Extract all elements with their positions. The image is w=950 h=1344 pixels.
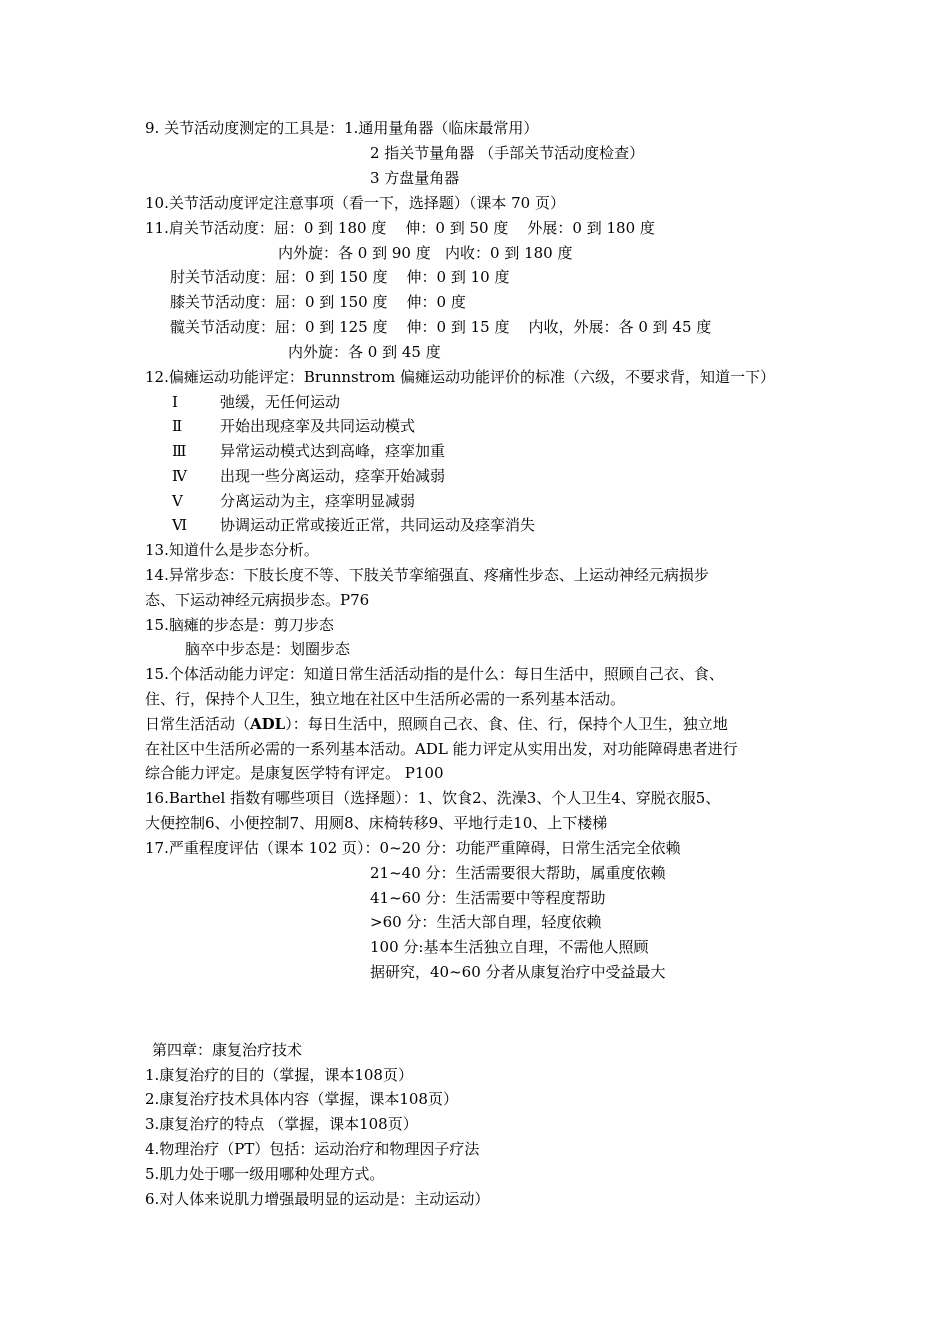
text-line: 6.对人体来说肌力增强最明显的运动是：主动运动） <box>145 1190 490 1208</box>
adl-prefix: 日常生活活动（ <box>145 715 251 733</box>
text-line: 12.偏瘫运动功能评定：Brunnstrom 偏瘫运动功能评价的标准（六级，不要求背，知道一下） <box>145 368 775 386</box>
text-line: 11.肩关节活动度：屈：0 到 180 度 伸：0 到 50 度 外展：0 到 180 度 <box>145 219 655 237</box>
text-line: 膝关节活动度：屈：0 到 150 度 伸：0 度 <box>170 293 466 311</box>
text-line: 13.知道什么是步态分析。 <box>145 541 319 559</box>
text-line: 综合能力评定。是康复医学特有评定。 P100 <box>145 764 444 782</box>
text-line: 3.康复治疗的特点 （掌握，课本108页） <box>145 1115 418 1133</box>
text-line: 41~60 分：生活需要中等程度帮助 <box>370 889 606 907</box>
text-line: 17.严重程度评估（课本 102 页）：0~20 分：功能严重障碍，日常生活完全依赖 <box>145 839 681 857</box>
text-line: 16.Barthel 指数有哪些项目（选择题）：1、饮食2、洗澡3、个人卫生4、穿脱衣服5、 <box>145 789 721 807</box>
adl-line <box>145 712 728 736</box>
text-line: 9. 关节活动度测定的工具是：1.通用量角器（临床最常用） <box>145 119 539 137</box>
text-line: 内外旋：各 0 到 90 度 内收：0 到 180 度 <box>278 244 573 262</box>
text-line: 21~40 分：生活需要很大帮助，属重度依赖 <box>370 864 666 882</box>
text-line: 10.关节活动度评定注意事项（看一下，选择题）（课本 70 页） <box>145 194 565 212</box>
text-line: 肘关节活动度：屈：0 到 150 度 伸：0 到 10 度 <box>170 268 510 286</box>
text-line: 脑卒中步态是：划圈步态 <box>185 640 351 658</box>
text-line: 2 指关节量角器 （手部关节活动度检查） <box>370 144 645 162</box>
text-line: >60 分：生活大部自理，轻度依赖 <box>370 913 602 931</box>
text-line: 内外旋：各 0 到 45 度 <box>288 343 441 361</box>
grade-numeral: Ⅵ <box>172 516 188 534</box>
adl-term: ADL <box>250 715 286 733</box>
grade-numeral: Ⅲ <box>172 442 187 460</box>
grade-description: 协调运动正常或接近正常，共同运动及痉挛消失 <box>220 516 536 534</box>
text-line: 在社区中生活所必需的一系列基本活动。ADL 能力评定从实用出发，对功能障碍患者进行 <box>145 740 738 758</box>
text-line: 15.个体活动能力评定：知道日常生活活动指的是什么：每日生活中，照顾自己衣、食、 <box>145 665 724 683</box>
text-line: 14.异常步态：下肢长度不等、下肢关节挛缩强直、疼痛性步态、上运动神经元病损步 <box>145 566 709 584</box>
chapter-heading: 第四章：康复治疗技术 <box>152 1041 303 1059</box>
grade-numeral: Ⅳ <box>172 467 187 485</box>
text-line: 100 分:基本生活独立自理，不需他人照顾 <box>370 938 649 956</box>
text-line: 4.物理治疗（PT）包括：运动治疗和物理因子疗法 <box>145 1140 480 1158</box>
grade-description: 弛缓，无任何运动 <box>220 393 341 411</box>
grade-numeral: Ⅰ <box>172 393 178 411</box>
text-line: 1.康复治疗的目的（掌握，课本108页） <box>145 1066 413 1084</box>
grade-description: 异常运动模式达到高峰，痉挛加重 <box>220 442 446 460</box>
text-line: 15.脑瘫的步态是：剪刀步态 <box>145 616 334 634</box>
grade-numeral: Ⅱ <box>172 417 183 435</box>
grade-description: 出现一些分离运动，痉挛开始减弱 <box>220 467 446 485</box>
adl-suffix: ）：每日生活中，照顾自己衣、食、住、行，保持个人卫生，独立地 <box>285 715 728 733</box>
text-line: 态、下运动神经元病损步态。P76 <box>145 591 370 609</box>
text-line: 据研究，40~60 分者从康复治疗中受益最大 <box>370 963 666 981</box>
text-line: 住、行，保持个人卫生，独立地在社区中生活所必需的一系列基本活动。 <box>145 690 626 708</box>
text-line: 2.康复治疗技术具体内容（掌握，课本108页） <box>145 1090 458 1108</box>
text-line: 髋关节活动度：屈：0 到 125 度 伸：0 到 15 度 内收，外展：各 0 到 45 度 <box>170 318 712 336</box>
text-line: 3 方盘量角器 <box>370 169 460 187</box>
grade-description: 开始出现痉挛及共同运动模式 <box>220 417 416 435</box>
text-line: 大便控制6、小便控制7、用厕8、床椅转移9、平地行走10、上下楼梯 <box>145 814 608 832</box>
text-line: 5.肌力处于哪一级用哪种处理方式。 <box>145 1165 385 1183</box>
grade-description: 分离运动为主，痉挛明显减弱 <box>220 492 416 510</box>
grade-numeral: Ⅴ <box>172 492 183 510</box>
